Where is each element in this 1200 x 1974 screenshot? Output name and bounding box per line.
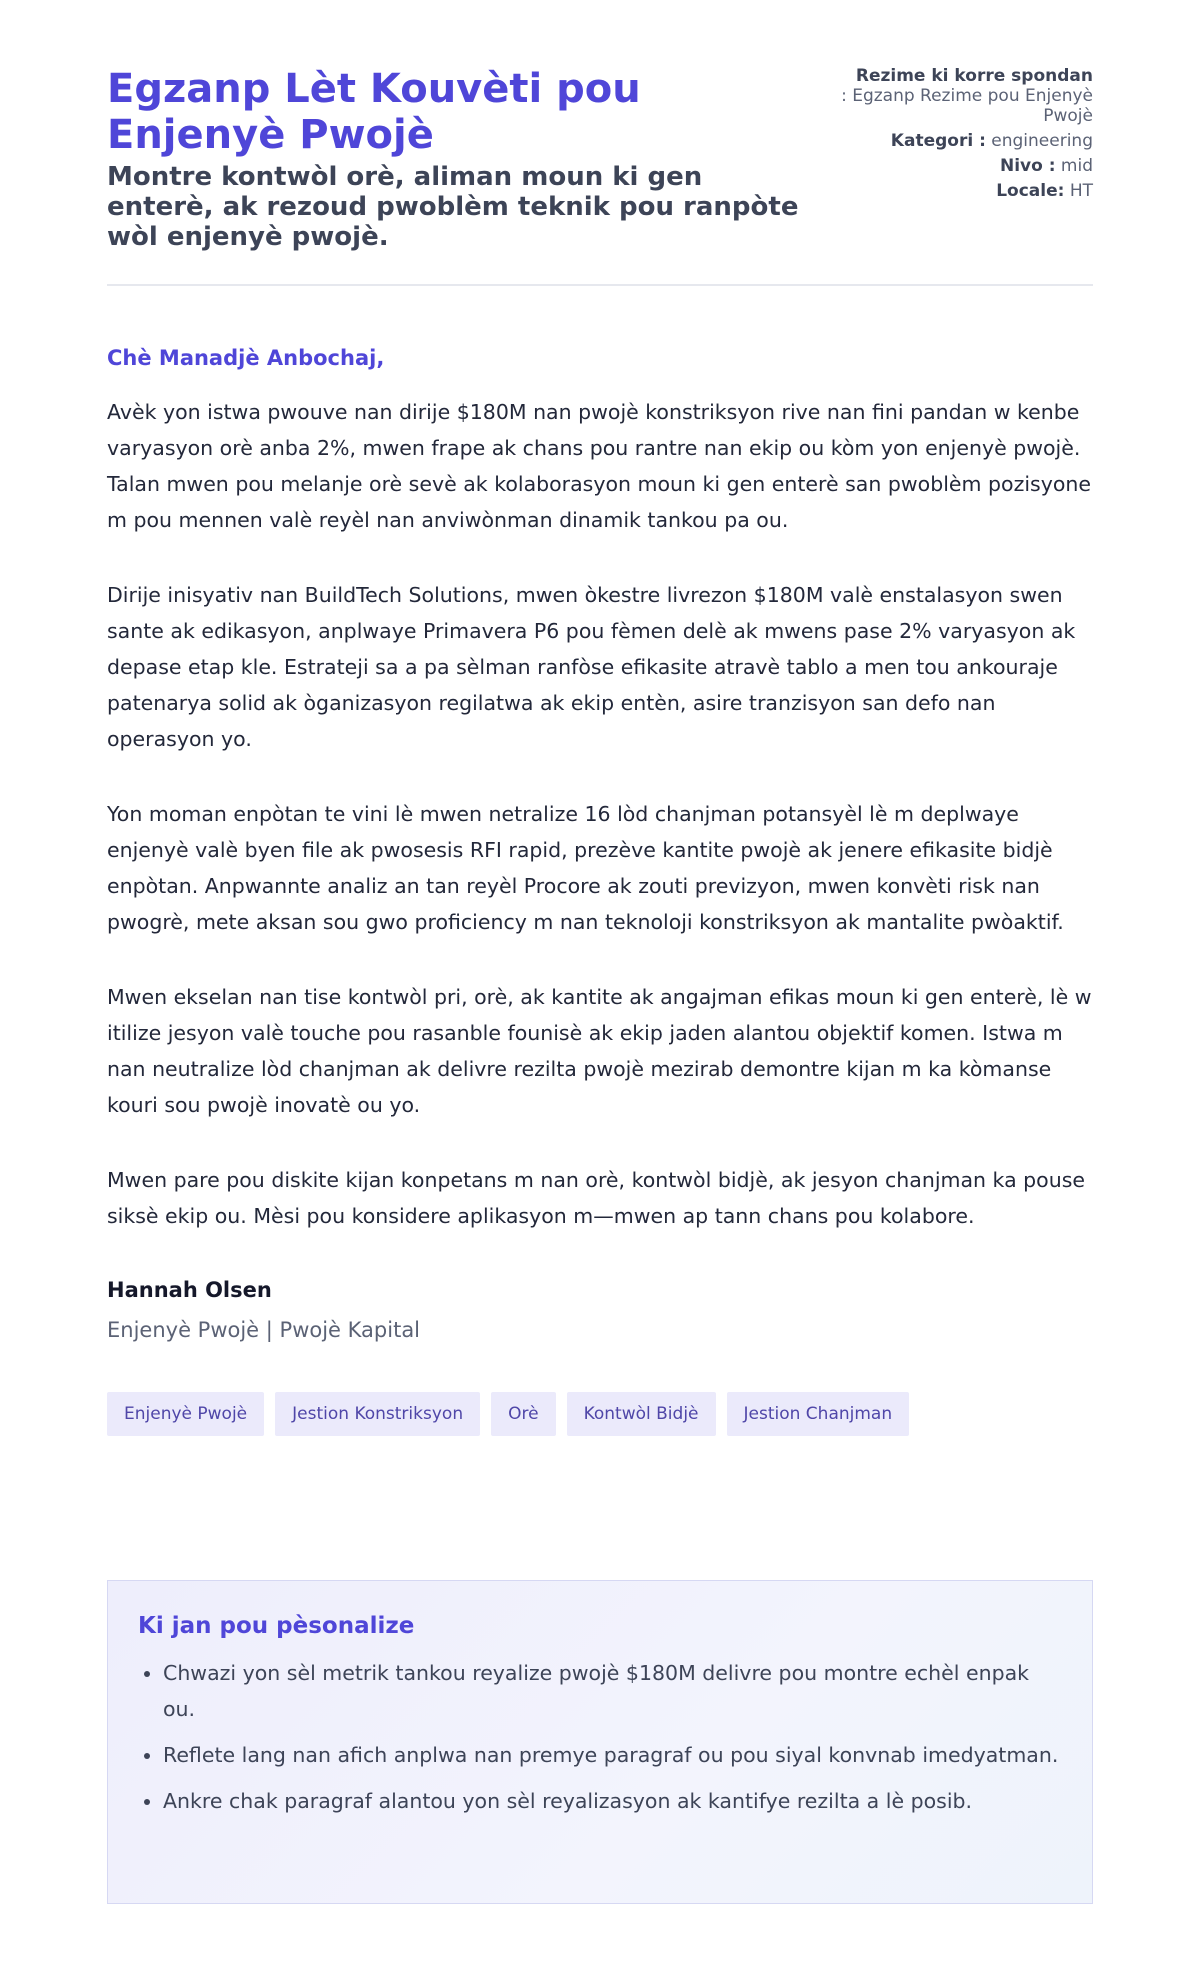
tips-item: • Chwazi yon sèl metrik tankou reyalize pwojè $180M delivre pou montre echèl enpak ou. [163, 1655, 1062, 1727]
meta-level-label: Nivo : [999, 156, 1056, 176]
signature-block [107, 1276, 1093, 1344]
letter-paragraph: Mwen ekselan nan tise kontwòl pri, orè, ak kantite ak angajman efikas moun ki gen enterè, lè w itilize jesyon valè touche pou rasanble founisè ak ekip jaden alantou objektif komen. Istwa m nan neutralize lòd chanjman ak delivre rezilta pwojè mezirab demontre kijan m ka kòmanse kouri sou pwojè inovatè ou yo. [107, 985, 1092, 1117]
page-subtitle: Montre kontwòl orè, aliman moun ki gen enterè, ak rezoud pwoblèm teknik pou ranpòte wòl enjenyè pwojè. [107, 162, 799, 252]
page-header [107, 0, 1093, 286]
customization-tips-box [107, 1580, 1093, 1904]
meta-category-label: Kategori : [890, 131, 986, 151]
meta-category-value: engineering [991, 131, 1093, 151]
letter-body [107, 394, 1093, 1234]
meta-locale [823, 181, 1093, 201]
letter-paragraph: Mwen pare pou diskite kijan konpetans m nan orè, kontwòl bidjè, ak jesyon chanjman ka pouse siksè ekip ou. Mèsi pou konsidere aplikasyon m—mwen ap tann chans pou kolabore. [107, 1168, 1085, 1228]
signature-role: Enjenyè Pwojè | Pwojè Kapital [107, 1318, 421, 1342]
meta-category [823, 131, 1093, 151]
tips-item: • Ankre chak paragraf alantou yon sèl reyalizasyon ak kantifye rezilta a lè posib. [163, 1783, 1062, 1819]
meta-locale-value: HT [1069, 181, 1093, 201]
meta-panel [823, 66, 1093, 206]
meta-resume-label: Rezime ki korre spondan [855, 66, 1093, 86]
tag-chip: Jestion Chanjman [727, 1392, 910, 1436]
tag-chip: Enjenyè Pwojè [107, 1392, 264, 1436]
tag-chip: Kontwòl Bidjè [567, 1392, 716, 1436]
meta-locale-label: Locale: [996, 181, 1065, 201]
letter-salutation: Chè Manadjè Anbochaj, [107, 346, 385, 370]
signature-name: Hannah Olsen [107, 1278, 272, 1302]
tag-list [107, 1392, 1093, 1436]
title-block [107, 66, 807, 252]
meta-level [823, 156, 1093, 176]
meta-resume-value: : Egzanp Rezime pou Enjenyè Pwojè [841, 86, 1093, 126]
tips-title: Ki jan pou pèsonalize [138, 1613, 415, 1639]
tips-list [138, 1655, 1062, 1819]
letter-paragraph: Yon moman enpòtan te vini lè mwen netralize 16 lòd chanjman potansyèl lè m deplwaye enjenyè valè byen file ak pwosesis RFI rapid, prezève kantite pwojè ak jenere efikasite bidjè enpòtan. Anpwannte analiz an tan reyèl Procore ak zouti previzyon, mwen konvèti risk nan pwogrè, mete aksan sou gwo proficiency m nan teknoloji konstriksyon ak mantalite pwòaktif. [107, 802, 1064, 934]
letter-paragraph: Dirije inisyativ nan BuildTech Solutions, mwen òkestre livrezon $180M valè enstalasyon swen sante ak edikasyon, anplwaye Primavera P6 pou fèmen delè ak mwens pase 2% varyasyon ak depase etap kle. Estrateji sa a pa sèlman ranfòse efikasite atravè tablo a men tou ankouraje patenarya solid ak òganizasyon regilatwa ak ekip entèn, asire tranzisyon san defo nan operasyon yo. [107, 583, 1076, 751]
page-title: Egzanp Lèt Kouvèti pou Enjenyè Pwojè [107, 66, 641, 158]
meta-resume [823, 66, 1093, 126]
letter-paragraph: Avèk yon istwa pwouve nan dirije $180M nan pwojè konstriksyon rive nan fini pandan w kenbe varyasyon orè anba 2%, mwen frape ak chans pou rantre nan ekip ou kòm yon enjenyè pwojè. Talan mwen pou melanje orè sevè ak kolaborasyon moun ki gen enterè san pwoblèm pozisyone m pou mennen valè reyèl nan anviwònman dinamik tankou pa ou. [107, 400, 1091, 532]
tips-item: • Reflete lang nan afich anplwa nan premye paragraf ou pou siyal konvnab imedyatman. [163, 1737, 1062, 1773]
tag-chip: Orè [491, 1392, 555, 1436]
meta-level-value: mid [1060, 156, 1093, 176]
tag-chip: Jestion Konstriksyon [275, 1392, 480, 1436]
